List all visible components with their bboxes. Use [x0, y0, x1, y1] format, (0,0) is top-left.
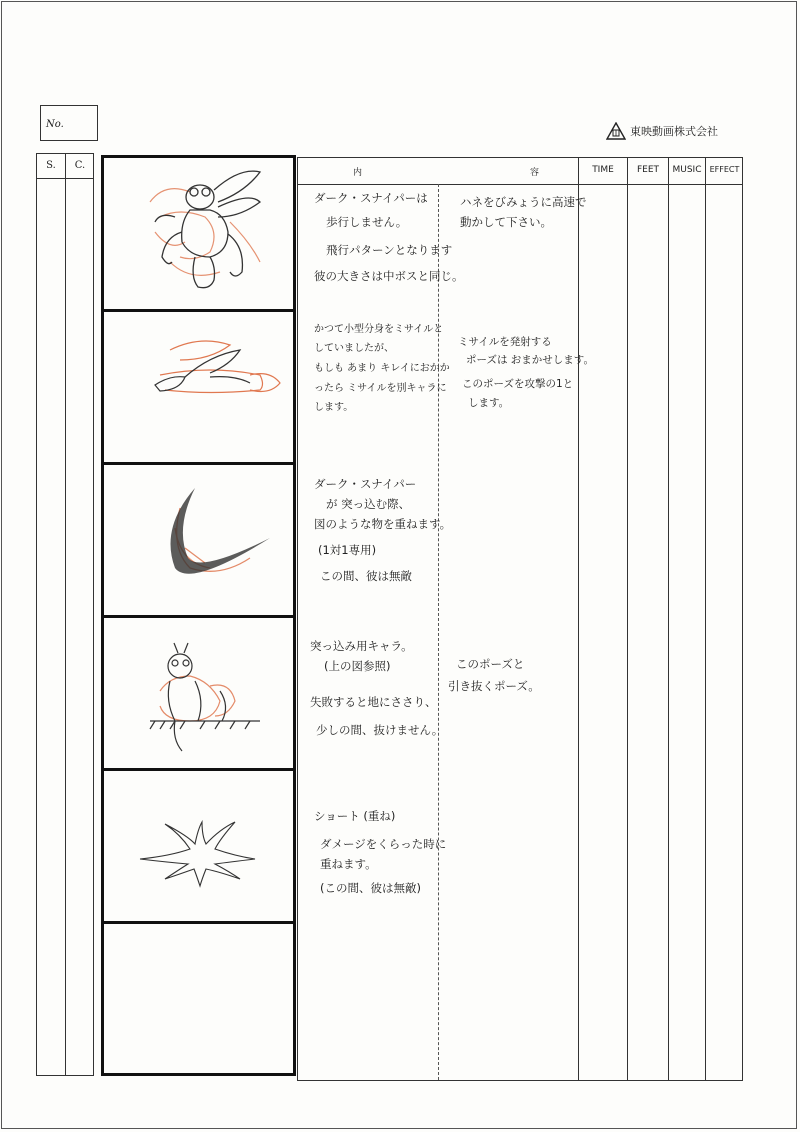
header-music: MUSIC — [672, 165, 702, 175]
row-3-left-line-5: この間、彼は無敵 — [320, 569, 412, 583]
row-1-left-line-3: 飛行パターンとなります — [326, 243, 453, 257]
row-5-left-line-3: 重ねます。 — [320, 857, 377, 871]
frame-divider — [104, 462, 293, 465]
header-effect: EFFECT — [709, 165, 740, 174]
header-feet: FEET — [636, 165, 660, 175]
row-3-left-line-2: が 突っ込む際、 — [326, 497, 411, 511]
time-column-line — [578, 158, 579, 1080]
sc-divider — [65, 154, 66, 1075]
row-1-right-line-1: ハネをびみょうに高速で — [460, 195, 587, 209]
header-naiyou-right: 容 — [530, 168, 540, 178]
panel-1-insect-robot-sketch — [110, 162, 289, 307]
content-table — [297, 157, 743, 1081]
row-4-left-line-1: 突っ込み用キャラ。 — [310, 639, 413, 653]
row-1-left-line-1: ダーク・スナイパーは — [314, 191, 428, 205]
row-4-left-line-4: 少しの間、抜けません。 — [316, 723, 444, 737]
effect-column-line — [705, 158, 706, 1080]
content-dashed-divider — [438, 184, 439, 1080]
company-name: 東映動画株式会社 — [630, 125, 718, 138]
row-3-left-line-3: 図のような物を重ねます。 — [314, 517, 452, 531]
row-2-left-line-1: かつて小型分身をミサイルと — [314, 324, 444, 335]
row-2-left-line-3: もしも あまり キレイにおかか — [314, 363, 450, 374]
row-2-right-line-2: ポーズは おまかせします。 — [466, 354, 594, 366]
storyboard-frames — [101, 155, 296, 1076]
panel-3-slash-effect-sketch — [110, 468, 289, 613]
row-5-left-line-2: ダメージをくらった時に — [320, 837, 447, 851]
header-naiyou-left: 内 — [353, 168, 363, 178]
toei-logo-icon — [606, 122, 626, 140]
row-2-right-line-4: します。 — [468, 397, 510, 409]
frame-divider — [104, 921, 293, 924]
row-3-left-line-4: (1対1専用) — [318, 543, 377, 557]
row-2-left-line-2: していましたが、 — [314, 343, 394, 354]
company-header — [606, 122, 718, 140]
row-4-left-line-2: (上の図参照) — [324, 659, 391, 673]
row-2-left-line-5: します。 — [314, 402, 354, 413]
c-header: C. — [66, 154, 94, 179]
s-header: S. — [37, 154, 65, 179]
frame-divider — [104, 615, 293, 618]
number-label: No. — [46, 119, 64, 130]
panel-5-burst-effect-sketch — [110, 774, 289, 919]
row-4-right-line-1: このポーズと — [456, 657, 525, 671]
frame-divider — [104, 768, 293, 771]
row-1-left-line-2: 歩行しません。 — [326, 215, 408, 229]
music-column-line — [668, 158, 669, 1080]
row-5-left-line-1: ショート (重ね) — [314, 809, 396, 823]
frame-divider — [104, 309, 293, 312]
row-4-right-line-2: 引き抜くポーズ。 — [448, 679, 540, 693]
panel-2-bird-missile-sketch — [110, 315, 289, 460]
row-5-left-line-4: (この間、彼は無敵) — [320, 881, 421, 895]
row-1-right-line-2: 動かして下さい。 — [460, 215, 552, 229]
feet-column-line — [627, 158, 628, 1080]
row-2-right-line-3: このポーズを攻撃の1と — [462, 378, 574, 390]
row-1-left-line-4: 彼の大きさは中ボスと同じ。 — [314, 269, 464, 283]
row-2-right-line-1: ミサイルを発射する — [458, 336, 552, 348]
row-2-left-line-4: ったら ミサイルを別キャラに — [314, 383, 447, 394]
row-3-left-line-1: ダーク・スナイパー — [314, 477, 417, 491]
header-time: TIME — [592, 165, 614, 175]
panel-4-insect-stuck-sketch — [110, 621, 289, 766]
sc-column — [36, 153, 94, 1076]
row-4-left-line-3: 失敗すると地にささり、 — [310, 695, 437, 709]
